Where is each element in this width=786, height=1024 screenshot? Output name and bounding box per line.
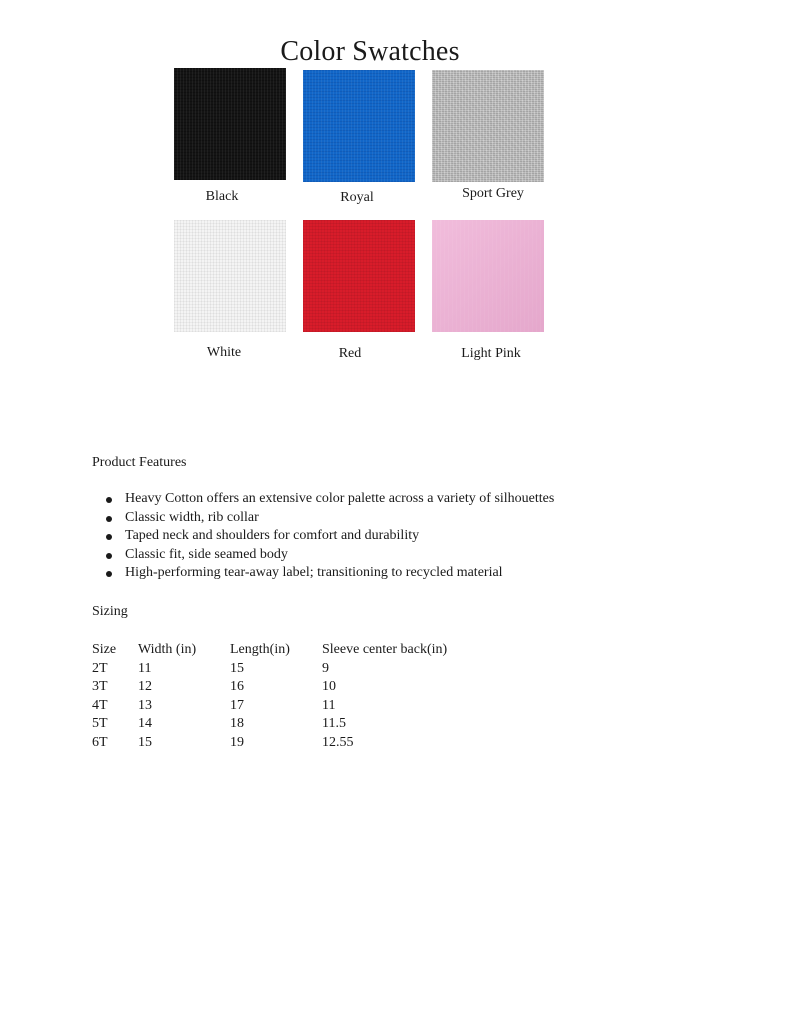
list-item — [92, 564, 554, 583]
swatch-label-black: Black — [205, 189, 239, 204]
sizing-table — [92, 641, 482, 753]
table-cell: 9 — [322, 660, 329, 676]
table-cell: 11 — [138, 660, 152, 676]
table-cell: 10 — [322, 679, 336, 695]
table-cell: 11.5 — [322, 716, 346, 732]
swatch-label-royal: Royal — [340, 190, 374, 205]
feature-text: Heavy Cotton offers an extensive color palette across a variety of silhouettes — [125, 491, 555, 506]
table-cell: 15 — [230, 660, 244, 676]
column-header: Length(in) — [230, 642, 290, 657]
table-cell: 18 — [230, 716, 244, 732]
sizing-heading: Sizing — [92, 604, 128, 619]
table-cell: 5T — [92, 716, 108, 732]
table-cell: 2T — [92, 660, 108, 676]
bullet-icon — [106, 497, 112, 503]
table-row — [92, 697, 482, 716]
table-row — [92, 678, 482, 697]
table-row — [92, 660, 482, 679]
swatch-red — [303, 220, 415, 332]
table-cell: 3T — [92, 679, 108, 695]
swatch-label-light-pink: Light Pink — [461, 346, 521, 361]
swatch-light-pink — [432, 220, 544, 332]
table-row — [92, 715, 482, 734]
table-cell: 12 — [138, 679, 152, 695]
column-header: Size — [92, 642, 117, 657]
bullet-icon — [106, 534, 112, 540]
table-cell: 14 — [138, 716, 152, 732]
swatch-white — [174, 220, 286, 332]
table-cell: 19 — [230, 734, 244, 750]
bullet-icon — [106, 571, 112, 577]
page-title: Color Swatches — [280, 36, 460, 67]
table-cell: 17 — [230, 697, 244, 713]
feature-text: Classic width, rib collar — [125, 509, 259, 525]
swatch-label-white: White — [206, 345, 242, 360]
table-cell: 11 — [322, 697, 336, 713]
features-heading: Product Features — [92, 455, 187, 470]
feature-text: Classic fit, side seamed body — [125, 546, 288, 562]
table-cell: 12.55 — [322, 734, 354, 750]
list-item — [92, 490, 554, 509]
feature-text: Taped neck and shoulders for comfort and durability — [125, 528, 420, 544]
list-item — [92, 527, 554, 546]
swatch-black — [174, 68, 286, 180]
swatch-royal — [303, 70, 415, 182]
column-header: Sleeve center back(in) — [322, 642, 448, 657]
swatch-label-sport-grey: Sport Grey — [462, 186, 524, 201]
feature-text: High-performing tear-away label; transitioning to recycled material — [125, 565, 503, 581]
swatch-label-red: Red — [338, 346, 362, 361]
bullet-icon — [106, 553, 112, 559]
list-item — [92, 509, 554, 528]
list-item — [92, 546, 554, 565]
bullet-icon — [106, 516, 112, 522]
table-cell: 6T — [92, 734, 108, 750]
table-cell: 13 — [138, 697, 152, 713]
swatch-sport-grey — [432, 70, 544, 182]
table-cell: 16 — [230, 679, 244, 695]
table-cell: 4T — [92, 697, 108, 713]
column-header: Width (in) — [138, 642, 197, 657]
table-header-row — [92, 641, 482, 660]
features-list — [92, 490, 554, 583]
table-row — [92, 734, 482, 753]
table-cell: 15 — [138, 734, 152, 750]
